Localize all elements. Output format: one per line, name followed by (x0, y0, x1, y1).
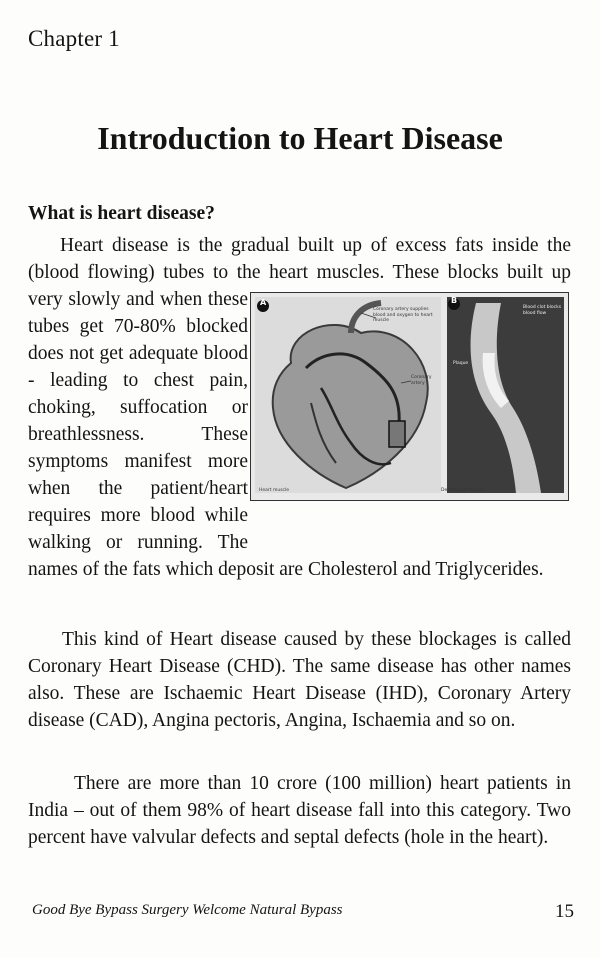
footer-book-title: Good Bye Bypass Surgery Welcome Natural Bypass (32, 902, 343, 918)
figure-label-coronary-artery: Coronary artery (411, 375, 432, 386)
figure-panel-b-marker: B (451, 296, 458, 305)
section-heading: What is heart disease? (28, 203, 215, 224)
paragraph-1-wrap (28, 232, 571, 583)
figure-label-dead-heart-muscle: Dead heart muscle (441, 488, 484, 493)
figure-label-coronary-artery-supplies: Coronary artery supplies blood and oxygen to heart muscle (373, 307, 433, 323)
paragraph-1: Heart disease is the gradual built up of excess fats inside the (blood flowing) tubes to the heart muscles. These blocks built up very slowly and when these tubes get 70-80% blocked does not get adequate blood - leading to chest pain, choking, suffocation or breathlessness. These symptoms manifest more when the patient/heart requires more blood while walking or running. The names of the fats which deposit are Cholesterol and Triglycerides. (28, 235, 571, 580)
figure-label-plaque: Plaque (453, 361, 469, 366)
figure-label-heart-muscle: Heart muscle (259, 488, 290, 493)
figure-label-blood-clot: Blood clot blocks blood flow (523, 305, 562, 316)
page-title: Introduction to Heart Disease (97, 120, 503, 156)
figure-panel-a-marker: A (260, 298, 267, 307)
page-number: 15 (555, 901, 574, 922)
paragraph-3: There are more than 10 crore (100 million) heart patients in India – out of them 98% of heart disease fall into this category. Two percent have valvular defects and septal defects (hole in the heart). (28, 773, 571, 848)
float-spacer (248, 290, 571, 533)
paragraph-2: This kind of Heart disease caused by these blockages is called Coronary Heart Disease (CHD). The same disease has other names also. These are Ischaemic Heart Disease (IHD), Coronary Artery disease (CAD), Angina pectoris, Angina, Ischaemia and so on. (28, 629, 571, 731)
chapter-label: Chapter 1 (28, 26, 120, 51)
page-footer (32, 901, 574, 922)
